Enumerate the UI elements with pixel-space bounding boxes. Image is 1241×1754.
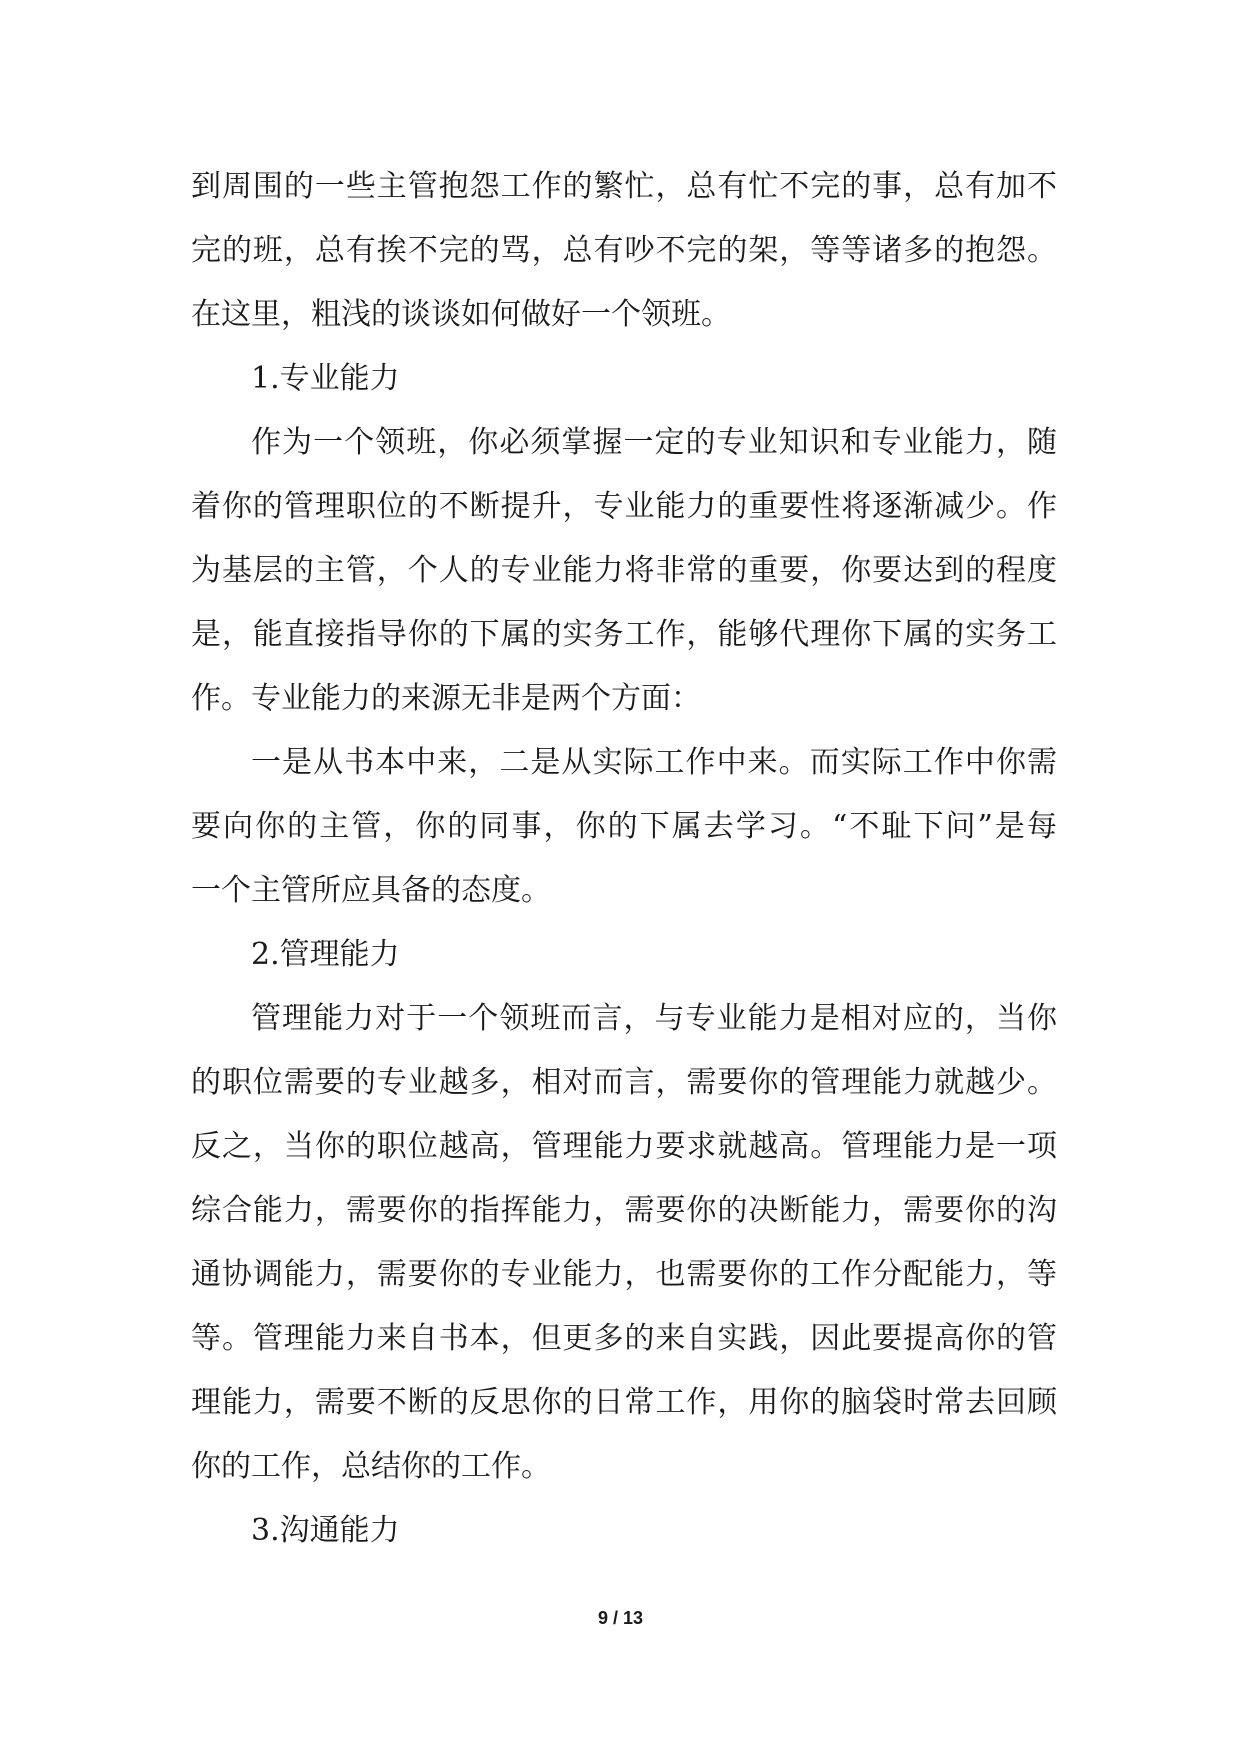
text-line: 的职位需要的专业越多，相对而言，需要你的管理能力就越少。 (191, 1065, 1057, 1100)
text-line: 作为一个领班，你必须掌握一定的专业知识和专业能力，随 (251, 425, 1057, 460)
text-line: 着你的管理职位的不断提升，专业能力的重要性将逐渐减少。作 (191, 489, 1057, 524)
text-line: 等。管理能力来自书本，但更多的来自实践，因此要提高你的管 (191, 1321, 1057, 1356)
text-line: 在这里，粗浅的谈谈如何做好一个领班。 (191, 297, 731, 332)
text-line: 1.专业能力 (251, 361, 400, 396)
text-line: 一个主管所应具备的态度。 (191, 873, 551, 908)
text-line: 2.管理能力 (251, 937, 400, 972)
text-line: 管理能力对于一个领班而言，与专业能力是相对应的，当你 (251, 1001, 1057, 1036)
page-number: 9 / 13 (597, 1608, 644, 1628)
text-line: 为基层的主管，个人的专业能力将非常的重要，你要达到的程度 (191, 553, 1057, 588)
text-line: 3.沟通能力 (251, 1513, 400, 1548)
text-line: 完的班，总有挨不完的骂，总有吵不完的架，等等诸多的抱怨。 (191, 233, 1057, 268)
text-line: 要向你的主管，你的同事，你的下属去学习。“不耻下问”是每 (191, 809, 1057, 844)
text-line: 作。专业能力的来源无非是两个方面： (191, 681, 701, 716)
document-body (191, 155, 1057, 1563)
text-line: 理能力，需要不断的反思你的日常工作，用你的脑袋时常去回顾 (191, 1385, 1057, 1420)
text-line: 综合能力，需要你的指挥能力，需要你的决断能力，需要你的沟 (191, 1193, 1057, 1228)
text-line: 你的工作，总结你的工作。 (191, 1449, 551, 1484)
text-line: 是，能直接指导你的下属的实务工作，能够代理你下属的实务工 (191, 617, 1057, 652)
text-line: 通协调能力，需要你的专业能力，也需要你的工作分配能力，等 (191, 1257, 1057, 1292)
text-line: 一是从书本中来，二是从实际工作中来。而实际工作中你需 (251, 745, 1057, 780)
text-line: 到周围的一些主管抱怨工作的繁忙，总有忙不完的事，总有加不 (191, 169, 1057, 204)
text-line: 反之，当你的职位越高，管理能力要求就越高。管理能力是一项 (191, 1129, 1057, 1164)
